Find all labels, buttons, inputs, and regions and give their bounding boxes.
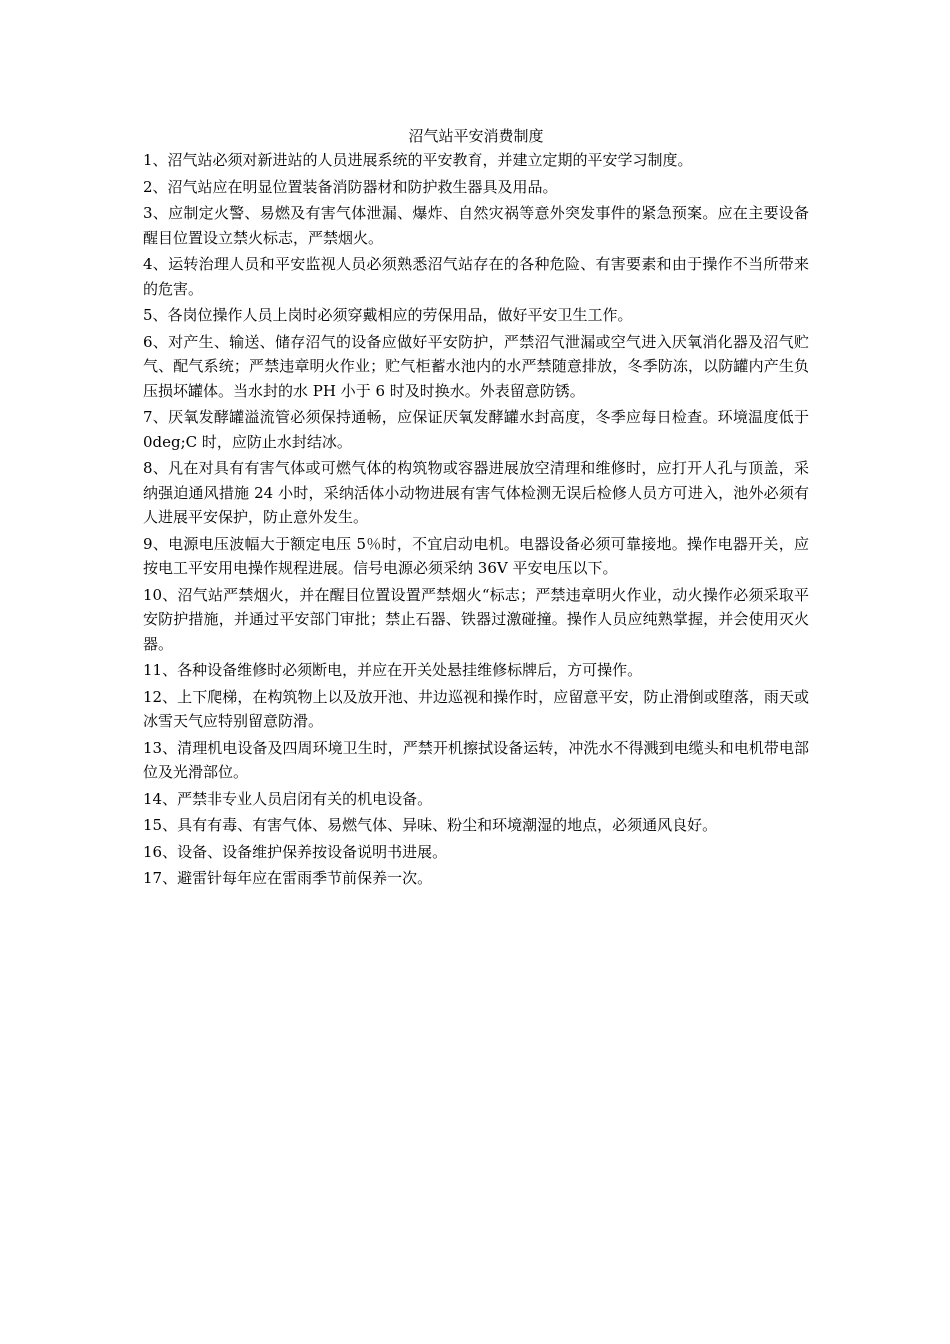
rule-item: 7、厌氧发酵罐溢流管必须保持通畅，应保证厌氧发酵罐水封高度，冬季应每日检查。环境温度低于 0deg;C 时，应防止水封结冰。 [143, 408, 809, 451]
rule-item: 15、具有有毒、有害气体、易燃气体、异味、粉尘和环境潮湿的地点，必须通风良好。 [143, 816, 718, 834]
rule-item: 14、严禁非专业人员启闭有关的机电设备。 [143, 789, 433, 808]
rule-item: 2、沼气站应在明显位置装备消防器材和防护救生器具及用品。 [143, 177, 558, 196]
rule-item: 17、避雷针每年应在雷雨季节前保养一次。 [143, 869, 433, 887]
document-page [143, 124, 809, 893]
rule-item: 6、对产生、输送、储存沼气的设备应做好平安防护，严禁沼气泄漏或空气进入厌氧消化器及沼气贮气、配气系统；严禁违章明火作业；贮气柜蓄水池内的水严禁随意排放，冬季防冻，以防罐内产生负压损坏罐体。当水封的水 PH 小于 6 时及时换水。外表留意防锈。 [143, 332, 809, 400]
rule-item: 9、电源电压波幅大于额定电压 5％时，不宜启动电机。电器设备必须可靠接地。操作电器开关，应按电工平安用电操作规程进展。信号电源必须采纳 36V 平安电压以下。 [143, 534, 809, 577]
rule-item: 3、应制定火警、易燃及有害气体泄漏、爆炸、自然灾祸等意外突发事件的紧急预案。应在主要设备醒目位置设立禁火标志，严禁烟火。 [143, 204, 809, 247]
document-title: 沼气站平安消费制度 [408, 127, 544, 145]
rule-item: 16、设备、设备维护保养按设备说明书进展。 [143, 842, 448, 861]
rule-item: 5、各岗位操作人员上岗时必须穿戴相应的劳保用品，做好平安卫生工作。 [143, 306, 633, 324]
rule-item: 13、清理机电设备及四周环境卫生时，严禁开机擦拭设备运转，冲洗水不得溅到电缆头和电机带电部位及光滑部位。 [143, 738, 809, 781]
rule-item: 12、上下爬梯，在构筑物上以及放开池、井边巡视和操作时，应留意平安，防止滑倒或堕落，雨天或冰雪天气应特别留意防滑。 [143, 687, 809, 730]
rule-item: 8、凡在对具有有害气体或可燃气体的构筑物或容器进展放空清理和维修时，应打开人孔与顶盖，采纳强迫通风措施 24 小时，采纳活体小动物进展有害气体检测无误后检修人员方可进入，池外必须有人进展平安保护，防止意外发生。 [143, 459, 809, 526]
rule-item: 11、各种设备维修时必须断电，并应在开关处悬挂维修标牌后，方可操作。 [143, 661, 643, 679]
rules-list [143, 148, 809, 891]
rule-item: 10、沼气站严禁烟火，并在醒目位置设置严禁烟火“标志；严禁违章明火作业，动火操作必须采取平安防护措施，并通过平安部门审批；禁止石器、铁器过激碰撞。操作人员应纯熟掌握，并会使用灭火器。 [143, 585, 809, 653]
rule-item: 1、沼气站必须对新进站的人员进展系统的平安教育，并建立定期的平安学习制度。 [143, 151, 693, 169]
rule-item: 4、运转治理人员和平安监视人员必须熟悉沼气站存在的各种危险、有害要素和由于操作不当所带来的危害。 [143, 255, 809, 298]
